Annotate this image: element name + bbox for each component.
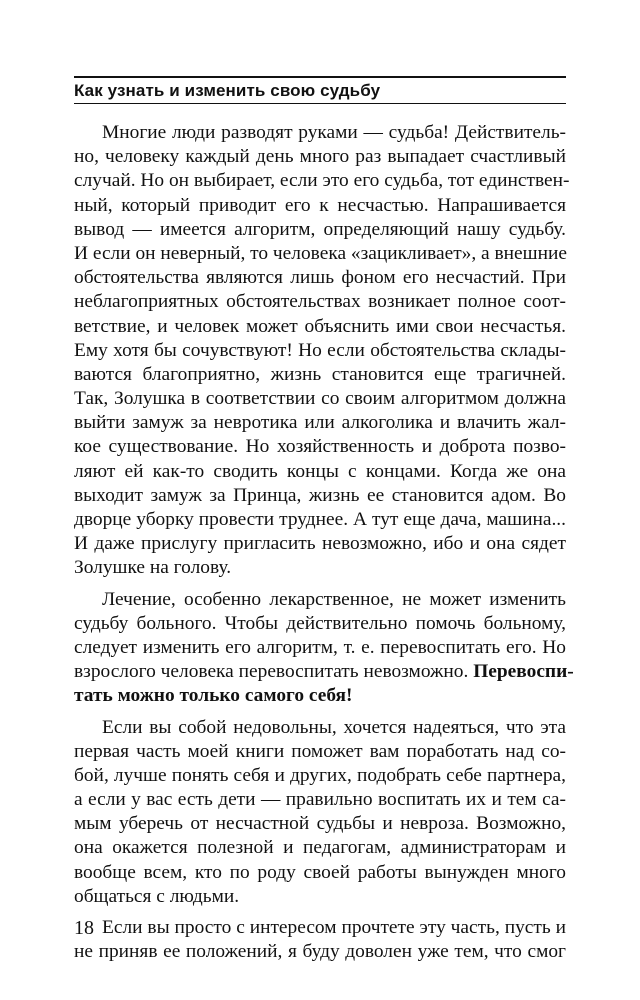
- text-line: ный, который приводит его к несчастью. Напрашивается: [74, 194, 566, 216]
- text-normal-part: взрослого человека перевоспитать невозможно.: [74, 661, 474, 683]
- text-line: ветствие, и человек может объяснить ими свои несчастья.: [74, 315, 566, 337]
- text-line: бой, лучше понять себя и других, подобрать себе партнера,: [74, 764, 566, 786]
- text-line: но, человеку каждый день много раз выпадает счастливый: [74, 146, 566, 168]
- text-line: не приняв ее положений, я буду доволен уже тем, что смог: [74, 941, 566, 963]
- text-line: общаться с людьми.: [74, 885, 240, 907]
- text-line: случай. Но он выбирает, если это его судьба, тот единствен-: [74, 170, 570, 192]
- text-line-mixed: [74, 660, 574, 684]
- header-top-rule: [74, 76, 566, 78]
- text-line: мым уберечь от несчастной судьбы и невроза. Возможно,: [74, 813, 566, 835]
- text-line: выходит замуж за Принца, жизнь ее становится адом. Во: [74, 484, 566, 506]
- text-line: следует изменить его алгоритм, т. е. перевоспитать его. Но: [74, 636, 566, 658]
- header-title: Как узнать и изменить свою судьбу: [74, 81, 381, 100]
- page-number: 18: [74, 917, 94, 939]
- text-line: Если вы собой недовольны, хочется надеяться, что эта: [102, 716, 566, 738]
- paragraph-gap: [74, 581, 566, 588]
- text-bold-part: Перевоспи-: [473, 661, 574, 683]
- body-text: [74, 121, 574, 964]
- text-line: она окажется полезной и педагогам, администраторам и: [74, 837, 566, 859]
- text-line: Так, Золушка в соответствии со своим алгоритмом должна: [74, 388, 566, 410]
- text-line-bold: тать можно только самого себя!: [74, 685, 353, 707]
- text-line: обстоятельства являются лишь фоном его несчастий. При: [74, 267, 566, 289]
- paragraph-gap: [74, 709, 566, 716]
- paragraph-book-purpose: [74, 716, 566, 910]
- paragraph-treatment: [74, 588, 574, 709]
- text-line: судьбу больного. Чтобы действительно помочь больному,: [74, 612, 566, 634]
- paragraph-destiny: [74, 121, 570, 581]
- paragraph-reader-interest: [74, 916, 566, 964]
- running-header: [74, 72, 566, 108]
- text-line: а если у вас есть дети — правильно воспитать их и тем са-: [74, 789, 566, 811]
- text-line: ваются благоприятно, жизнь становится еще трагичней.: [74, 363, 566, 385]
- text-line: выйти замуж за невротика или алкоголика и влачить жал-: [74, 412, 566, 434]
- text-line: И если он неверный, то человека «зацикливает», а внешние: [74, 242, 567, 264]
- text-line: И даже прислугу пригласить невозможно, ибо и она сядет: [74, 533, 566, 555]
- text-line: вообще всем, кто по роду своей работы вынужден много: [74, 861, 566, 883]
- text-line: Если вы просто с интересом прочтете эту часть, пусть и: [102, 917, 566, 938]
- paragraph-gap: [74, 909, 566, 916]
- text-line: первая часть моей книги поможет вам поработать над со-: [74, 740, 566, 762]
- text-line: вывод — имеется алгоритм, определяющий нашу судьбу.: [74, 218, 566, 240]
- text-line: дворце уборку провести труднее. А тут еще дача, машина...: [74, 509, 566, 530]
- text-line: неблагоприятных обстоятельствах возникает полное соот-: [74, 291, 566, 313]
- text-line: Многие люди разводят руками — судьба! Действитель-: [102, 122, 566, 143]
- text-line: ляют ей как-то сводить концы с концами. Когда же она: [74, 460, 566, 482]
- text-line: Золушке на голову.: [74, 557, 232, 579]
- text-line: Ему хотя бы сочувствуют! Но если обстоятельства склады-: [74, 339, 566, 361]
- header-bottom-rule: [74, 103, 566, 104]
- text-line: Лечение, особенно лекарственное, не может изменить: [102, 588, 566, 610]
- text-line: кое существование. Но хозяйственность и доброта позво-: [74, 436, 566, 458]
